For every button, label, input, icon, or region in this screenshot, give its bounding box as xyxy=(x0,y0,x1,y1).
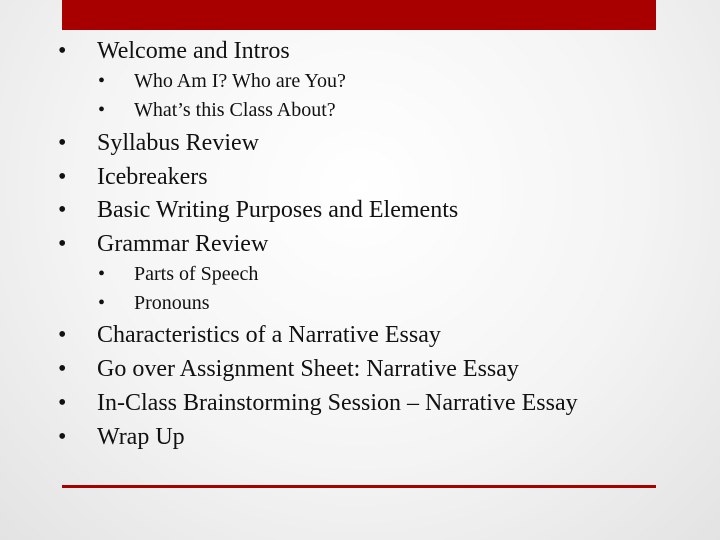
bullet-icon: • xyxy=(98,70,106,92)
agenda-item-text: Syllabus Review xyxy=(97,130,259,156)
bullet-icon: • xyxy=(58,130,67,156)
agenda-subitem-text: Who Am I? Who are You? xyxy=(134,70,346,92)
agenda-subitem-text: Parts of Speech xyxy=(134,263,259,285)
agenda-item-text: Welcome and Intros xyxy=(97,38,290,64)
agenda-subitem-text: Pronouns xyxy=(134,292,210,314)
agenda-item-text: Wrap Up xyxy=(97,424,185,450)
bullet-icon: • xyxy=(58,390,67,416)
bullet-icon: • xyxy=(98,263,106,285)
agenda-item-text: Go over Assignment Sheet: Narrative Essay xyxy=(97,356,519,382)
bullet-icon: • xyxy=(58,424,67,450)
bullet-icon: • xyxy=(58,356,67,382)
agenda-item-text: Grammar Review xyxy=(97,231,269,257)
bullet-icon: • xyxy=(58,231,67,257)
agenda-subitem-text: What’s this Class About? xyxy=(134,99,336,121)
agenda-item-text: In-Class Brainstorming Session – Narrative Essay xyxy=(97,390,578,416)
bullet-icon: • xyxy=(58,38,67,64)
bullet-icon: • xyxy=(58,164,67,190)
agenda-item-text: Icebreakers xyxy=(97,164,208,190)
bullet-icon: • xyxy=(58,322,67,348)
bottom-accent-rule xyxy=(62,485,656,488)
bullet-icon: • xyxy=(98,99,106,121)
bullet-icon: • xyxy=(98,292,106,314)
bullet-icon: • xyxy=(58,197,67,223)
agenda-item-text: Characteristics of a Narrative Essay xyxy=(97,322,441,348)
agenda-item-text: Basic Writing Purposes and Elements xyxy=(97,197,459,223)
